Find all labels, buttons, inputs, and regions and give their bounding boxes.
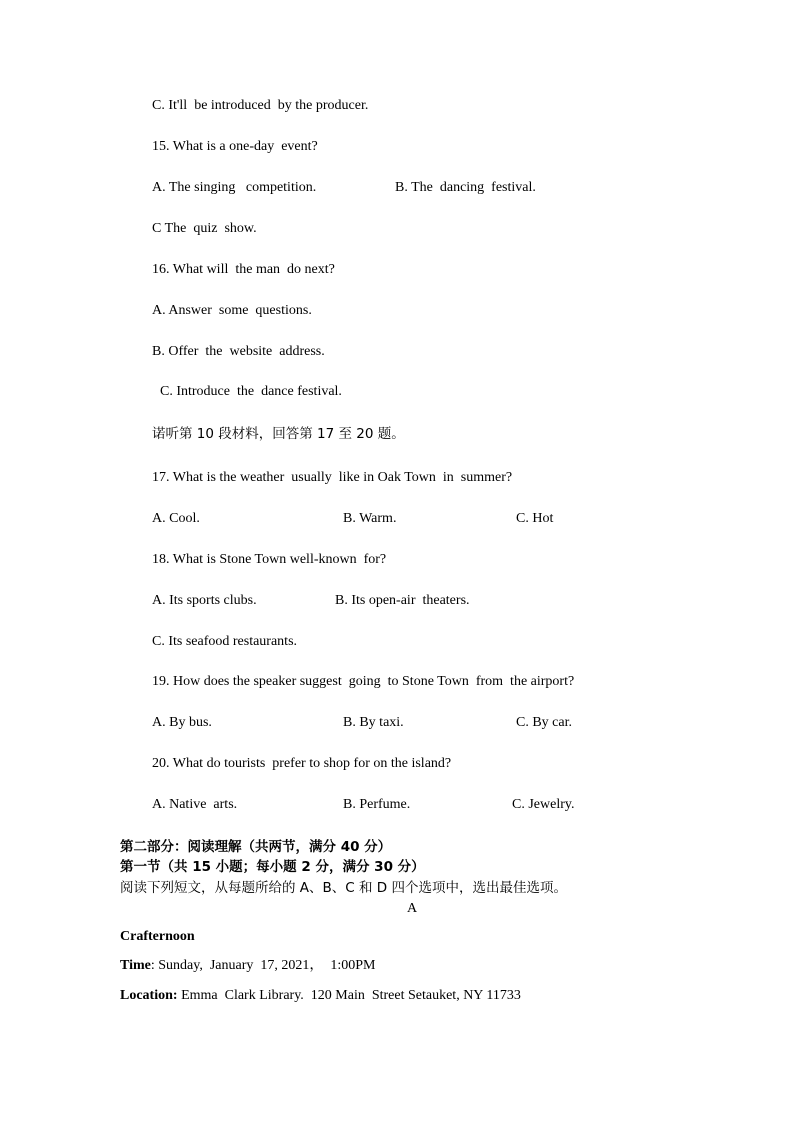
- q15-option-a: A. The singing competition.: [152, 180, 317, 195]
- q18-question: 18. What is Stone Town well-known for?: [152, 552, 387, 567]
- q17-option-a: A. Cool.: [152, 511, 200, 526]
- q17-option-b: B. Warm.: [343, 511, 397, 526]
- q15-option-b: B. The dancing festival.: [395, 180, 536, 195]
- q15-question: 15. What is a one-day event?: [152, 139, 318, 154]
- q16-option-c: C. Introduce the dance festival.: [160, 384, 342, 399]
- q19-option-c: C. By car.: [516, 715, 572, 730]
- q19-option-a: A. By bus.: [152, 715, 212, 730]
- time-label: Time: [120, 958, 151, 973]
- q16-option-b: B. Offer the website address.: [152, 344, 325, 359]
- passage-letter: A: [407, 901, 418, 916]
- reading-part-title: 第二部分：阅读理解（共两节，满分 40 分）: [120, 839, 392, 855]
- q20-option-a: A. Native arts.: [152, 797, 238, 812]
- event-title: Crafternoon: [120, 929, 195, 944]
- q20-option-c: C. Jewelry.: [512, 797, 575, 812]
- q18-option-a: A. Its sports clubs.: [152, 593, 257, 608]
- event-time: [120, 957, 376, 975]
- listening-section-instruction: 诺听第 10 段材料，回答第 17 至 20 题。: [152, 426, 405, 442]
- location-label: Location:: [120, 988, 178, 1003]
- q20-question: 20. What do tourists prefer to shop for on the island?: [152, 756, 452, 771]
- q19-option-b: B. By taxi.: [343, 715, 404, 730]
- location-value: Emma Clark Library. 120 Main Street Setauket, NY 11733: [177, 988, 521, 1003]
- time-value: : Sunday, January 17, 2021， 1:00PM: [150, 958, 376, 973]
- reading-instruction: 阅读下列短文，从每题所给的 A、B、C 和 D 四个选项中，选出最佳选项。: [120, 880, 567, 896]
- q14-option-c: C. It'll be introduced by the producer.: [152, 98, 369, 113]
- q17-option-c: C. Hot: [516, 511, 554, 526]
- q18-option-b: B. Its open-air theaters.: [335, 593, 470, 608]
- q16-option-a: A. Answer some questions.: [152, 303, 312, 318]
- q15-option-c: C The quiz show.: [152, 221, 257, 236]
- q16-question: 16. What will the man do next?: [152, 262, 335, 277]
- q20-option-b: B. Perfume.: [343, 797, 411, 812]
- reading-section-title: 第一节（共 15 小题；每小题 2 分，满分 30 分）: [120, 859, 425, 875]
- q17-question: 17. What is the weather usually like in Oak Town in summer?: [152, 470, 513, 485]
- event-location: [120, 987, 521, 1005]
- q18-option-c: C. Its seafood restaurants.: [152, 634, 298, 649]
- q19-question: 19. How does the speaker suggest going to Stone Town from the airport?: [152, 674, 575, 689]
